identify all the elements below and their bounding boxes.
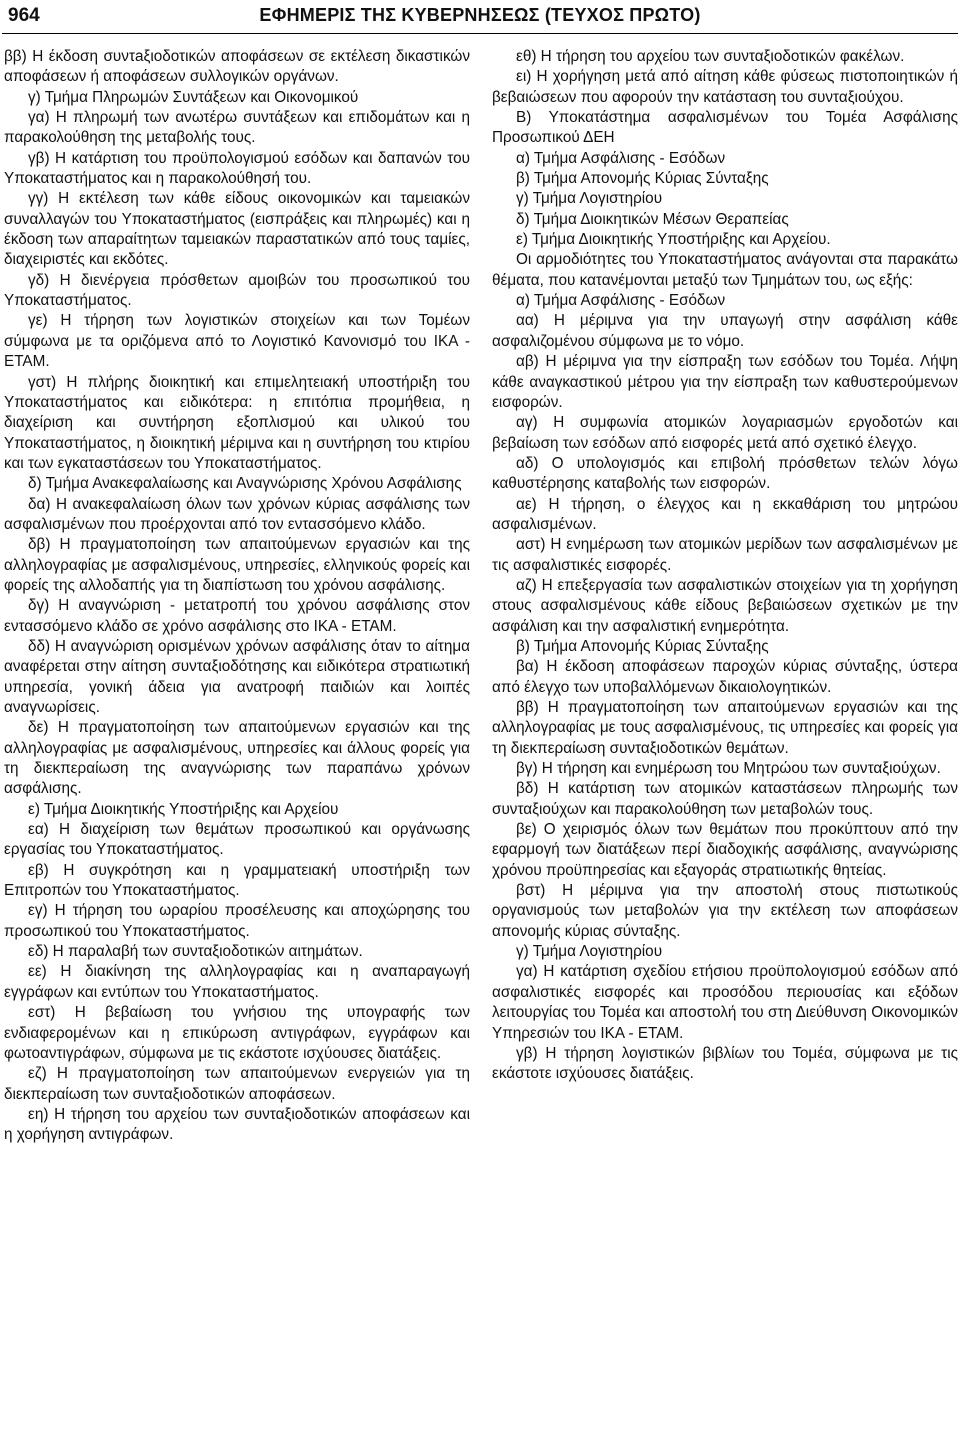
paragraph: βα) Η έκδοση αποφάσεων παροχών κύριας σύνταξης, ύστερα από έλεγχο των υποβαλλόμενων δικαιολογητικών.: [492, 658, 958, 696]
page-number: 964: [8, 5, 40, 26]
paragraph: δγ) Η αναγνώριση - μετατροπή του χρόνου ασφάλισης στον εντασσόμενο κλάδο σε χρόνο ασφάλισης στο ΙΚΑ - ΕΤΑΜ.: [4, 597, 470, 635]
paragraph: β) Τμήμα Απονομής Κύριας Σύνταξης: [516, 170, 769, 188]
paragraph: εστ) Η βεβαίωση του γνήσιου της υπογραφής των ενδιαφερομένων και η επικύρωση αντιγράφων, εγγράφων και φωτοαντιγράφων, σύμφωνα με τις εκάστοτε ισχύουσες διατάξεις.: [4, 1004, 470, 1062]
page-header: [0, 0, 960, 36]
gazette-title: ΕΦΗΜΕΡΙΣ ΤΗΣ ΚΥΒΕΡΝΗΣΕΩΣ (ΤΕΥΧΟΣ ΠΡΩΤΟ): [259, 5, 701, 25]
paragraph: εζ) Η πραγματοποίηση των απαιτούμενων ενεργειών για τη διεκπεραίωση των συνταξιοδοτικών αποφάσεων.: [4, 1065, 470, 1103]
paragraph: γ) Τμήμα Λογιστηρίου: [516, 943, 663, 961]
paragraph: εγ) Η τήρηση του ωραρίου προσέλευσης και αποχώρησης του προσωπικού του Υποκαταστήματος.: [4, 902, 470, 940]
paragraph: Β) Υποκατάστημα ασφαλισμένων του Τομέα Ασφάλισης Προσωπικού ΔΕΗ: [492, 109, 958, 147]
paragraph: εβ) Η συγκρότηση και η γραμματειακή υποστήριξη των Επιτροπών του Υποκαταστήματος.: [4, 861, 470, 900]
paragraph: γα) Η πληρωμή των ανωτέρω συντάξεων και επιδομάτων και η παρακολούθηση της μεταβολής τους.: [4, 109, 470, 147]
paragraph: ε) Τμήμα Διοικητικής Υποστήριξης και Αρχείου: [28, 800, 339, 818]
paragraph: δδ) Η αναγνώριση ορισμένων χρόνων ασφάλισης όταν το αίτημα αναφέρεται στην αίτηση συνταξιοδότησης και ειδικότερα στρατιωτική υπηρεσία, γονική άδεια για ανατροφή παιδιών και λοιπές αναγνωρίσεις.: [4, 637, 470, 716]
paragraph: βστ) Η μέριμνα για την αποστολή στους πιστωτικούς οργανισμούς των μεταβολών για την εκτέλεση των αποφάσεων απονομής κύριας σύνταξης.: [492, 882, 958, 940]
paragraph: εη) Η τήρηση του αρχείου των συνταξιοδοτικών αποφάσεων και η χορήγηση αντιγράφων.: [4, 1105, 470, 1144]
paragraph: δ) Τμήμα Ανακεφαλαίωσης και Αναγνώρισης Χρόνου Ασφάλισης: [28, 475, 462, 493]
paragraph: γε) Η τήρηση των λογιστικών στοιχείων και των Τομέων σύμφωνα με τα οριζόμενα από το Λογιστικό Κανονισμό του ΙΚΑ - ΕΤΑΜ.: [4, 312, 470, 371]
paragraph: βε) Ο χειρισμός όλων των θεμάτων που προκύπτουν από την εφαρμογή των διατάξεων περί διαδοχικής ασφάλισης, αναγνώρισης χρόνου προϋπηρεσίας και εξαγοράς στρατιωτικής θητείας.: [492, 821, 958, 879]
paragraph: εδ) Η παραλαβή των συνταξιοδοτικών αιτημάτων.: [28, 943, 363, 961]
paragraph: γβ) Η κατάρτιση του προϋπολογισμού εσόδων και δαπανών του Υποκαταστήματος και η παρακολούθησή του.: [4, 149, 470, 188]
paragraph: Οι αρμοδιότητες του Υποκαταστήματος ανάγονται στα παρακάτω θέματα, που κατανέμονται μεταξύ των Τμημάτων του, ως εξής:: [492, 251, 958, 289]
header-rule: [2, 33, 958, 34]
paragraph: ε) Τμήμα Διοικητικής Υποστήριξης και Αρχείου.: [516, 231, 831, 249]
paragraph: αζ) Η επεξεργασία των ασφαλιστικών στοιχείων για τη χορήγηση στους ασφαλισμένους κάθε είδους βεβαιώσεων σχετικών με την ασφάλιση και την ασφαλιστική ενημερότητα.: [492, 576, 958, 635]
paragraph: γστ) Η πλήρης διοικητική και επιμελητειακή υποστήριξη του Υποκαταστήματος και ειδικότερα: η επιτόπια προμήθεια, η διαχείριση και συντήρηση εξοπλισμού και υλικού του Υποκαταστήματος, η διοικητική μέριμνα και η συντήρηση του κτιρίου και των εγκαταστάσεων του Υποκαταστήματος.: [4, 373, 470, 472]
paragraph: γβ) Η τήρηση λογιστικών βιβλίων του Τομέα, σύμφωνα με τις εκάστοτε ισχύουσες διατάξεις.: [492, 1044, 958, 1083]
paragraph: αδ) Ο υπολογισμός και επιβολή πρόσθετων τελών λόγω καθυστέρησης καταβολής των εισφορών.: [492, 454, 958, 493]
paragraph: αε) Η τήρηση, ο έλεγχος και η εκκαθάριση του μητρώου ασφαλισμένων.: [492, 495, 958, 533]
paragraph: εα) Η διαχείριση των θεμάτων προσωπικού και οργάνωσης εργασίας του Υποκαταστήματος.: [4, 821, 470, 859]
paragraph: γ) Τμήμα Πληρωμών Συντάξεων και Οικονομικού: [28, 88, 359, 106]
right-column: [492, 47, 958, 1085]
paragraph: γ) Τμήμα Λογιστηρίου: [516, 190, 663, 208]
paragraph: βδ) Η κατάρτιση των ατομικών καταστάσεων πληρωμής των συνταξιούχων και παρακολούθηση των μεταβολών τους.: [492, 780, 958, 818]
paragraph: ββ) Η πραγματοποίηση των απαιτούμενων εργασιών και της αλληλογραφίας με τους ασφαλισμένους, τις υπηρεσίες και φορείς για τη διεκπεραίωση συνταξιοδοτικών θεμάτων.: [492, 699, 958, 757]
paragraph: α) Τμήμα Ασφάλισης - Εσόδων: [516, 149, 726, 167]
paragraph: δε) Η πραγματοποίηση των απαιτούμενων εργασιών και της αλληλογραφίας με ασφαλισμένους, υπηρεσίες και άλλους φορείς για τη διεκπεραίωση της αναγνώρισης των παραπάνω χρόνων ασφάλισης.: [4, 719, 470, 798]
paragraph: αβ) Η μέριμνα για την είσπραξη των εσόδων του Τομέα. Λήψη κάθε αναγκαστικού μέτρου για την είσπραξη των καθυστερούμενων εισφορών.: [492, 353, 958, 411]
paragraph: γγ) Η εκτέλεση των κάθε είδους οικονομικών και ταμειακών συναλλαγών του Υποκαταστήματος (εισπράξεις και πληρωμές) και η έκδοση των απαραίτητων ταμειακών παραστατικών από τους ταμίες, διαχειριστές και εκδότες.: [4, 190, 470, 269]
paragraph: εε) Η διακίνηση της αλληλογραφίας και η αναπαραγωγή εγγράφων και εντύπων του Υποκαταστήματος.: [4, 963, 470, 1001]
paragraph: α) Τμήμα Ασφάλισης - Εσόδων: [516, 292, 726, 310]
paragraph: αα) Η μέριμνα για την υπαγωγή στην ασφάλιση κάθε ασφαλιζομένου σύμφωνα με το νόμο.: [492, 312, 958, 350]
paragraph: δβ) Η πραγματοποίηση των απαιτούμενων εργασιών και της αλληλογραφίας με ασφαλισμένους, υπηρεσίες, ελληνικούς φορείς και φορείς της αλλοδαπής για τη διαπίστωση του χρόνου ασφάλισης.: [4, 536, 470, 594]
paragraph: γα) Η κατάρτιση σχεδίου ετήσιου προϋπολογισμού εσόδων από ασφαλιστικές εισφορές και προσόδου περιουσίας και εξόδων λειτουργίας του Τομέα και αποστολή του στη Διεύθυνση Οικονομικών Υπηρεσιών του ΙΚΑ - ΕΤΑΜ.: [492, 963, 958, 1042]
paragraph: αστ) Η ενημέρωση των ατομικών μερίδων των ασφαλισμένων με τις ασφαλιστικές εισφορές.: [492, 536, 958, 574]
paragraph: γδ) Η διενέργεια πρόσθετων αμοιβών του προσωπικού του Υποκαταστήματος.: [4, 271, 470, 310]
paragraph: ει) Η χορήγηση μετά από αίτηση κάθε φύσεως πιστοποιητικών ή βεβαιώσεων που αφορούν την κατάσταση του συνταξιούχου.: [492, 68, 958, 106]
paragraph: αγ) Η συμφωνία ατομικών λογαριασμών εργοδοτών και βεβαίωση των εσόδων από εισφορές μετά από σχετικό έλεγχο.: [492, 414, 958, 452]
paragraph: β) Τμήμα Απονομής Κύριας Σύνταξης: [516, 637, 769, 655]
paragraph: βγ) Η τήρηση και ενημέρωση του Μητρώου των συνταξιούχων.: [516, 760, 941, 778]
paragraph: εθ) Η τήρηση του αρχείου των συνταξιοδοτικών φακέλων.: [516, 48, 905, 65]
paragraph: ββ) Η έκδοση συντaξιοδοτικών αποφάσεων σε εκτέλεση δικαστικών αποφάσεων ή αποφάσεων συλλογικών οργάνων.: [4, 48, 470, 86]
paragraph: δα) Η ανακεφαλαίωση όλων των χρόνων κύριας ασφάλισης των ασφαλισμένων που προέρχονται από τον εντασσόμενο κλάδο.: [4, 495, 470, 533]
left-column: [4, 47, 470, 1146]
paragraph: δ) Τμήμα Διοικητικών Μέσων Θεραπείας: [516, 210, 789, 228]
